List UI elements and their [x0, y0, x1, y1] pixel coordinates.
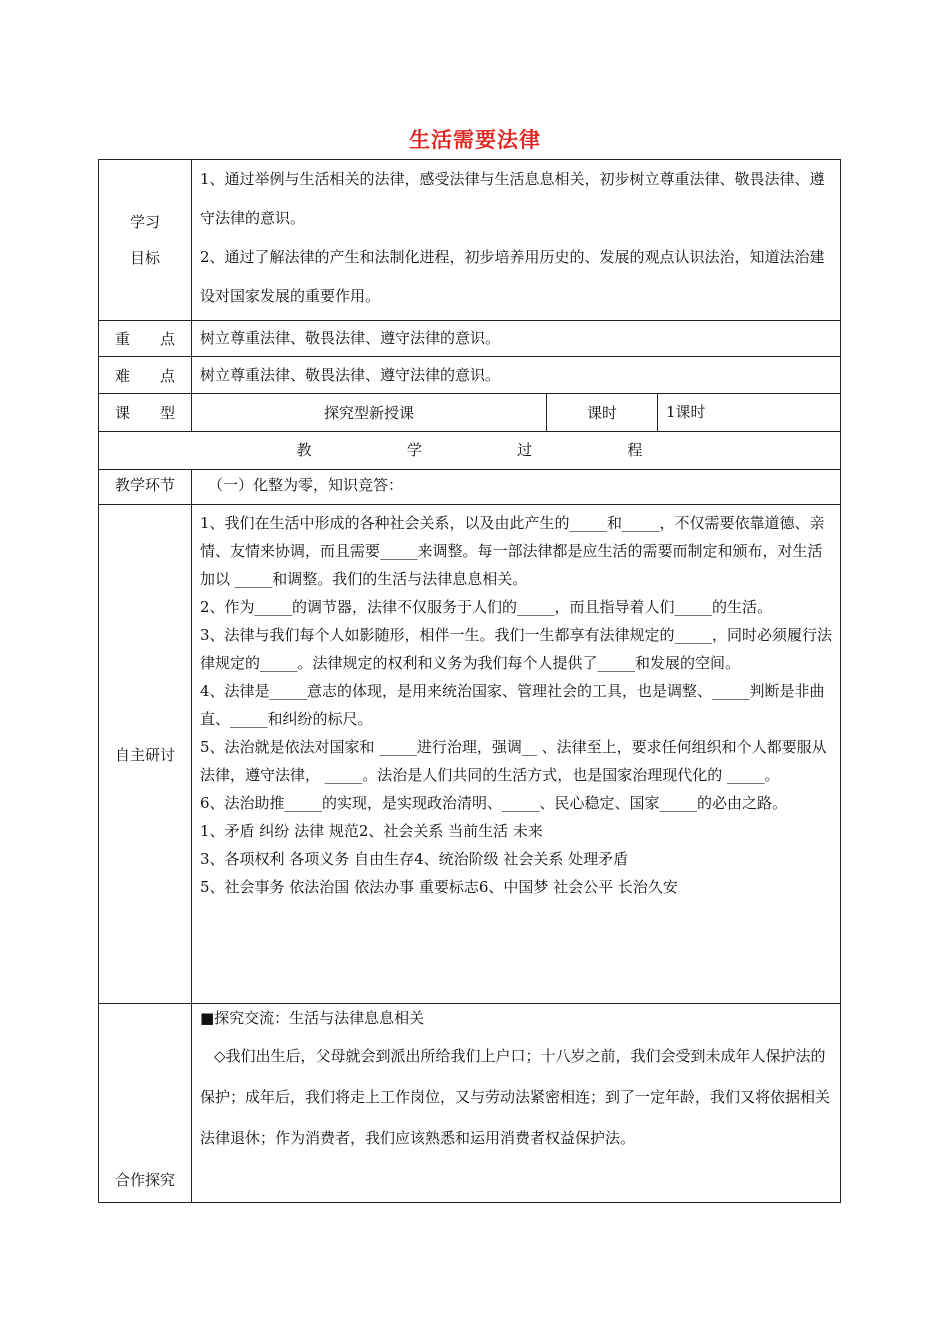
difficulty-label: 难 点 [99, 357, 192, 394]
answer-line-2: 3、各项权利 各项义务 自由生存4、统治阶级 社会关系 处理矛盾 [200, 850, 629, 868]
difficulty-row [99, 357, 841, 394]
difficulty-text: 树立尊重法律、敬畏法律、遵守法律的意识。 [192, 357, 841, 394]
cooperation-row [99, 1004, 841, 1203]
objectives-label [99, 160, 192, 321]
objective-item-2: 2、通过了解法律的产生和法制化进程，初步培养用历史的、发展的观点认识法治，知道法治建设对国家发展的重要作用。 [200, 248, 825, 305]
question-6: 6、法治助推_____的实现，是实现政治清明、_____、民心稳定、国家_____的必由之路。 [200, 794, 788, 812]
cooperation-text: ◇我们出生后，父母就会到派出所给我们上户口；十八岁之前，我们会受到未成年人保护法的保护；成年后，我们将走上工作岗位，又与劳动法紧密相连；到了一定年龄，我们又将依据相关法律退休；作为消费者，我们应该熟悉和运用消费者权益保护法。 [200, 1047, 831, 1147]
question-3: 3、法律与我们每个人如影随形，相伴一生。我们一生都享有法律规定的_____，同时必须履行法律规定的_____。法律规定的权利和义务为我们每个人提供了_____和发展的空间。 [200, 626, 833, 672]
lesson-hours-label: 课时 [547, 394, 658, 432]
question-1: 1、我们在生活中形成的各种社会关系，以及由此产生的_____和_____，不仅需要依靠道德、亲情、友情来协调，而且需要_____来调整。每一部法律都是应生活的需要而制定和颁布，对生活加以 _____和调整。我们的生活与法律息息相关。 [200, 514, 825, 588]
process-char-2: 学 [406, 441, 422, 459]
cooperation-label: 合作探究 [99, 1004, 192, 1203]
key-point-label: 重 点 [99, 321, 192, 357]
process-char-3: 过 [517, 441, 533, 459]
self-study-content [192, 505, 841, 1004]
stage-label: 教学环节 [99, 470, 192, 505]
question-4: 4、法律是_____意志的体现，是用来统治国家、管理社会的工具，也是调整、_____判断是非曲直、_____和纠纷的标尺。 [200, 682, 825, 728]
objectives-label-line-1: 学习 [129, 213, 160, 231]
process-char-1: 教 [296, 441, 312, 459]
process-heading [99, 432, 841, 470]
question-5: 5、法治就是依法对国家和 _____进行治理，强调__ 、法律至上，要求任何组织和个人都要服从法律，遵守法律， _____。法治是人们共同的生活方式，也是国家治理现代化的 _____。 [200, 738, 827, 784]
answer-line-1: 1、矛盾 纠纷 法律 规范2、社会关系 当前生活 未来 [200, 822, 543, 840]
answer-line-3: 5、社会事务 依法治国 依法办事 重要标志6、中国梦 社会公平 长治久安 [200, 878, 678, 896]
cooperation-heading: ■探究交流：生活与法律息息相关 [200, 1009, 425, 1027]
stage-header-row [99, 470, 841, 505]
cooperation-content [192, 1004, 841, 1203]
objectives-label-line-2: 目标 [129, 249, 160, 267]
self-study-row [99, 505, 841, 1004]
lesson-plan-table [98, 159, 841, 1203]
question-2: 2、作为_____的调节器，法律不仅服务于人们的_____，而且指导着人们_____的生活。 [200, 598, 773, 616]
objective-item-1: 1、通过举例与生活相关的法律，感受法律与生活息息相关，初步树立尊重法律、敬畏法律、遵守法律的意识。 [200, 170, 825, 227]
objectives-row [99, 160, 841, 321]
key-point-row [99, 321, 841, 357]
lesson-type-value: 探究型新授课 [192, 394, 547, 432]
process-char-4: 程 [627, 441, 643, 459]
self-study-label: 自主研讨 [99, 505, 192, 1004]
lesson-hours-value: 1课时 [658, 394, 841, 432]
page-title: 生活需要法律 [409, 128, 541, 152]
objectives-content [192, 160, 841, 321]
key-point-text: 树立尊重法律、敬畏法律、遵守法律的意识。 [192, 321, 841, 357]
lesson-type-label: 课 型 [99, 394, 192, 432]
process-row [99, 432, 841, 470]
lesson-type-row [99, 394, 841, 432]
stage-section-title: （一）化整为零，知识竞答： [192, 470, 841, 505]
